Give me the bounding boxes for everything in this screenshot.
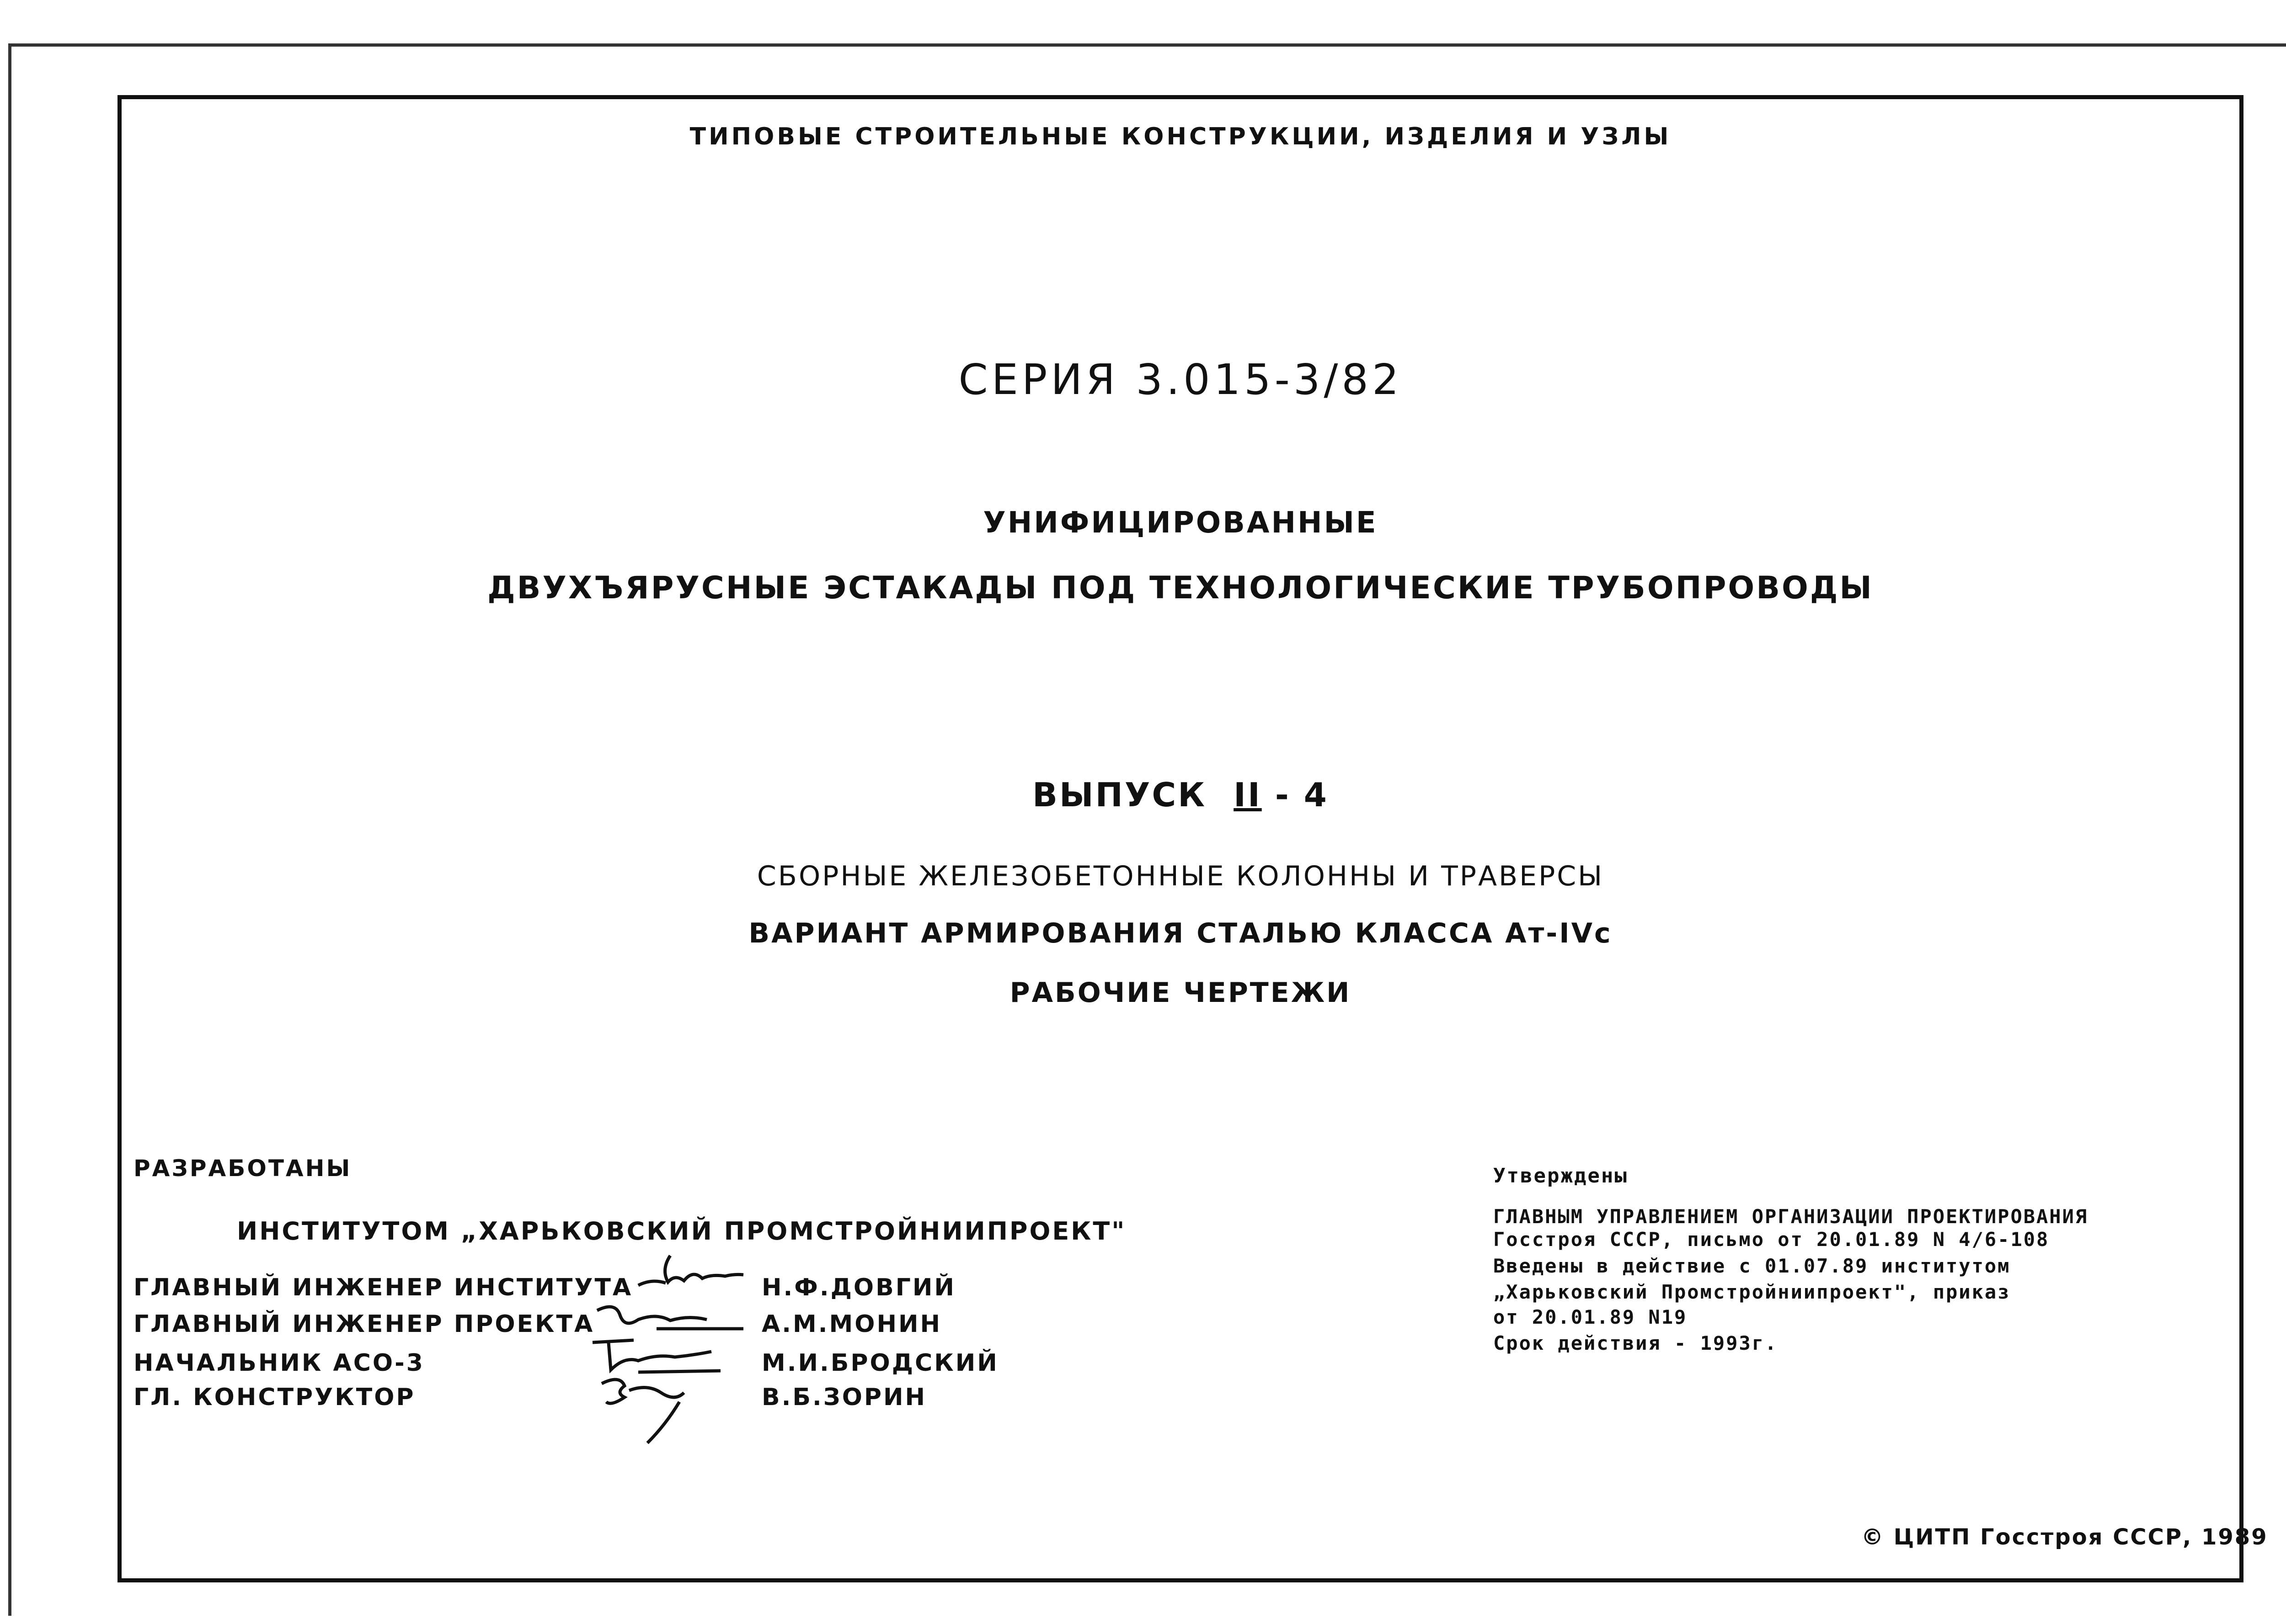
title-line-1: УНИФИЦИРОВАННЫЕ [983,506,1378,540]
staff-name-2: А.М.МОНИН [762,1310,942,1338]
staff-name-1: Н.Ф.ДОВГИЙ [762,1274,956,1301]
issue-title [122,776,2239,814]
signature-zorin [593,1365,711,1448]
staff-position-4: ГЛ. КОНСТРУКТОР [134,1384,416,1411]
developed-institute: ИНСТИТУТОМ „ХАРЬКОВСКИЙ ПРОМСТРОЙНИИПРОЕКТ" [237,1217,1127,1246]
issue-roman: II [1234,776,1262,814]
issue-line-3: РАБОЧИЕ ЧЕРТЕЖИ [1009,977,1351,1009]
series-title: СЕРИЯ 3.015-3/82 [958,355,1403,404]
approved-line-3: Введены в действие с 01.07.89 институтом [1493,1255,2011,1277]
header-line: ТИПОВЫЕ СТРОИТЕЛЬНЫЕ КОНСТРУКЦИИ, ИЗДЕЛИЯ И УЗЛЫ [689,123,1672,150]
staff-position-3: НАЧАЛЬНИК АСО-3 [134,1349,425,1377]
approved-line-5: от 20.01.89 N19 [1493,1306,1688,1328]
issue-line-1: СБОРНЫЕ ЖЕЛЕЗОБЕТОННЫЕ КОЛОННЫ И ТРАВЕРСЫ [757,860,1604,892]
developed-heading: РАЗРАБОТАНЫ [134,1155,352,1182]
issue-number: - 4 [1275,776,1329,814]
issue-label: ВЫПУСК [1032,776,1207,814]
approved-line-1: ГЛАВНЫМ УПРАВЛЕНИЕМ ОРГАНИЗАЦИИ ПРОЕКТИРОВАНИЯ [1493,1205,2088,1228]
drawing-frame [118,95,2268,1582]
approved-line-2: Госстроя СССР, письмо от 20.01.89 N 4/6-108 [1493,1228,2050,1251]
copyright: © ЦИТП Госстроя СССР, 1989 [1861,1524,2268,1550]
issue-line-2: ВАРИАНТ АРМИРОВАНИЯ СТАЛЬЮ КЛАССА Ат-IVс [748,917,1613,949]
approved-line-4: „Харьковский Промстройниипроект", приказ [1493,1281,2011,1303]
staff-position-2: ГЛАВНЫЙ ИНЖЕНЕР ПРОЕКТА [134,1310,595,1338]
staff-name-3: М.И.БРОДСКИЙ [762,1349,999,1377]
approved-heading: Утверждены [1493,1164,1628,1187]
signature-dovgiy [634,1242,753,1297]
title-line-2: ДВУХЪЯРУСНЫЕ ЭСТАКАДЫ ПОД ТЕХНОЛОГИЧЕСКИЕ ТРУБОПРОВОДЫ [487,570,1874,606]
staff-position-1: ГЛАВНЫЙ ИНЖЕНЕР ИНСТИТУТА [134,1274,633,1301]
approved-line-6: Срок действия - 1993г. [1493,1332,1778,1354]
staff-name-4: В.Б.ЗОРИН [762,1384,927,1411]
